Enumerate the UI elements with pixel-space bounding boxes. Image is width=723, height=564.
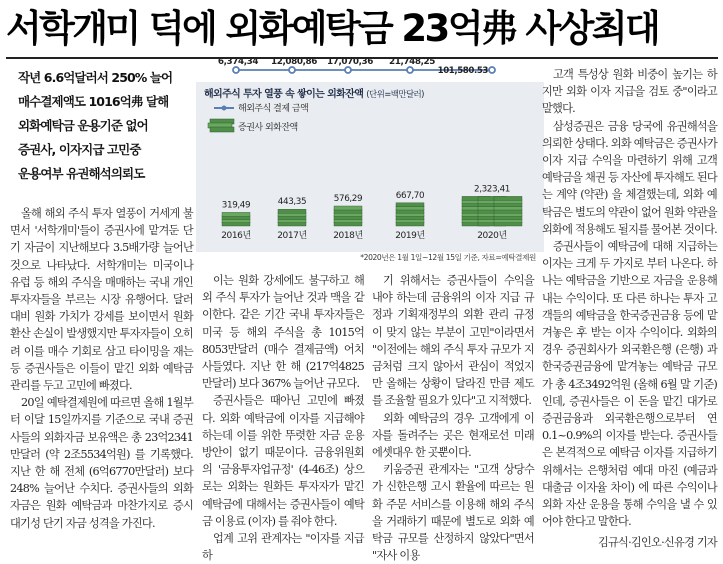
category-label: 2020년 — [477, 231, 507, 241]
article-column-1 — [10, 205, 193, 530]
chart — [196, 57, 544, 264]
paragraph: 20일 예탁결제원에 따르면 올해 1월부터 이달 15일까지를 기준으로 국내 증권사들의 외화자금 보유액은 총 23억2341만달러 (약 2조5534억원) 를 기록했다. 지난 한 해 전체 (6억6770만달러) 보다 248% 늘어난 수치다. 증권사들의 외화자금은 원화 예탁금과 마찬가지로 증시 대기성 단기 자금 성격을 가진다. — [10, 396, 193, 530]
category-label: 2017년 — [277, 231, 307, 241]
subheadline — [18, 66, 188, 186]
money-data-label: 576,29 — [333, 194, 363, 204]
money-stack-bill — [222, 212, 250, 216]
money-stack-bill — [334, 206, 362, 210]
legend-line-marker — [222, 106, 227, 111]
line-data-label: 21,748,25 — [389, 57, 435, 67]
line-data-label: 12,080,86 — [271, 57, 317, 67]
paragraph: 증권사들이 예탁금에 대해 지급하는 이자는 크게 두 가지로 부터 나온다. 하나는 예탁금을 기반으로 자금을 운용해 내는 수익이다. 또 다른 하나는 투자 고객들의 예탁금을 한국증권금융 등에 맡겨놓은 후 받는 이자 수익이다. 외화의 경우 증권회사가 외국환은행 (은행) 과 한국증권금융에 맡겨놓는 예탁금 규모가 총 4조3492억원 (올해 6월 말 기준) 인데, 증권사들은 이 돈을 맡긴 대가로 증권금융과 외국환은행으로부터 연 0.1~0.9%의 이자를 받는다. 증권사들은 본격적으로 예탁금 이자를 지급하기 위해서는 은행처럼 예대 마진 (예금과 대출금 이자율 차이) 에 따른 수익이나 외화 자산 운용을 통해 수익을 낼 수 있어야 한다고 말한다. — [542, 240, 717, 529]
article-column-2 — [202, 272, 364, 563]
line-point — [345, 67, 351, 73]
line-data-label: 17,070,36 — [327, 57, 373, 67]
line-point — [289, 67, 295, 73]
chart-title: 해외주식 투자 열풍 속 쌓이는 외화잔액 (단위=백만달러) — [204, 89, 424, 100]
money-data-label: 319,49 — [221, 200, 251, 211]
money-stack-bill — [494, 196, 522, 200]
legend-label-line: 해외주식 결제 금액 — [238, 104, 309, 114]
paragraph: 이는 원화 강세에도 불구하고 해외 주식 투자가 늘어난 것과 맥을 같이한다. 같은 기간 국내 투자자들은 미국 등 해외 주식을 총 1015억8053만달러 (매수 결제금액) 어치 사들였다. 지난 한 해 (217억4825만달러) 보다 367% 늘어난 규모다. — [202, 274, 364, 391]
paragraph: 업계 고위 관계자는 "이자를 지급하 — [202, 532, 364, 563]
byline: 김규식·김인오·신유경 기자 — [597, 536, 717, 550]
money-stack-bill — [278, 209, 306, 213]
chart-note: *2020년은 1월 1일~12월 15일 기준, 자료=예탁결제원 — [360, 253, 536, 262]
money-stack-bill — [396, 203, 424, 207]
line-data-label: 101,580.53 — [437, 66, 488, 76]
paragraph: 외화 예탁금의 경우 고객에게 이자를 돌려주는 곳은 현재로선 미래에셋대우 한 곳뿐이다. — [372, 411, 534, 460]
money-data-label: 443,35 — [277, 197, 307, 208]
subhead-line: 작년 6.6억달러서 250% 늘어 — [18, 70, 173, 85]
legend-money-icon — [208, 119, 234, 132]
money-data-label: 667,70 — [395, 190, 425, 201]
paragraph: 삼성증권은 금융 당국에 유권해석을 의뢰한 상태다. 외화 예탁금은 증권사가 이자 지급 수익을 마련하기 위해 고객 예탁금을 채권 등 자산에 투자해도 된다는 계약 (약관) 을 체결했는데, 외화 예탁금은 별도의 약관이 없어 원화 약관을 외화에 적용해도 될지를 물어본 것이다. — [542, 119, 717, 236]
subhead-line: 외화예탁금 운용기준 없어 — [18, 118, 148, 133]
line-data-label: 6,374,34 — [217, 57, 259, 67]
subhead-line: 매수결제액도 1016억弗 달해 — [18, 94, 169, 109]
legend-label-money: 증권사 외화잔액 — [238, 123, 298, 133]
article-column-4 — [542, 66, 717, 550]
line-point — [407, 67, 413, 73]
line-point — [233, 67, 239, 73]
money-data-label: 2,323,41 — [474, 184, 510, 195]
category-label: 2018년 — [333, 231, 363, 241]
subhead-line: 운용여부 유권해석의뢰도 — [18, 166, 145, 181]
paragraph: 증권사들은 때아닌 고민에 빠졌다. 외화 예탁금에 이자를 지급해야 하는데 이를 위한 뚜렷한 자금 운용 방안이 없기 때문이다. 금융위원회의 '금융투자업규정' (4-46조) 상으로는 외화는 원화든 투자자가 맡긴 예탁금에 대해서는 증권사들이 예탁금 이용료 (이자) 를 줘야 한다. — [202, 394, 364, 528]
paragraph: 고객 특성상 원화 비중이 높기는 하지만 외화 이자 지급을 검토 중"이라고 말했다. — [542, 68, 717, 116]
headline: 서학개미 덕에 외화예탁금 23억弗 사상최대 — [6, 7, 659, 50]
article-column-3 — [372, 272, 534, 563]
category-label: 2016년 — [221, 231, 251, 241]
category-label: 2019년 — [395, 231, 425, 241]
paragraph: 기 위해서는 증권사들이 수익을 내야 하는데 금융위의 이자 지급 규정과 기획재정부의 외환 관리 규정이 맞지 않는 부분이 고민"이라면서 "이전에는 해외 주식 투자 규모가 지금처럼 크지 않아서 관심이 적었지만 올해는 상황이 달라진 만큼 제도를 조율할 필요가 있다"고 지적했다. — [372, 274, 534, 408]
paragraph: 올해 해외 주식 투자 열풍이 거세게 불면서 '서학개미'들이 증권사에 맡겨둔 단기 자금이 지난해보다 3.5배가량 늘어난 것으로 나타났다. 서학개미는 미국이나 유럽 등 해외 주식을 매매하는 국내 개인투자자들을 부르는 시장 유행어다. 달러 대비 원화 가치가 강세를 보이면서 원화 환산 손실이 발생했지만 투자자들이 오히려 이를 매수 기회로 삼고 타이밍을 재는 등 증권사들은 이들이 맡긴 외화 예탁금 관리를 두고 고민에 빠졌다. — [10, 207, 193, 393]
paragraph: 키움증권 관계자는 "고객 상당수가 신한은행 고시 환율에 따르는 원화 주문 서비스를 이용해 해외 주식을 거래하기 때문에 별도로 외화 예탁금 규모를 산정하지 않았다"면서 "자사 이용 — [372, 463, 534, 563]
subhead-line: 증권사, 이자지급 고민중 — [18, 142, 141, 157]
line-point — [489, 67, 495, 73]
chart-svg — [196, 57, 544, 264]
